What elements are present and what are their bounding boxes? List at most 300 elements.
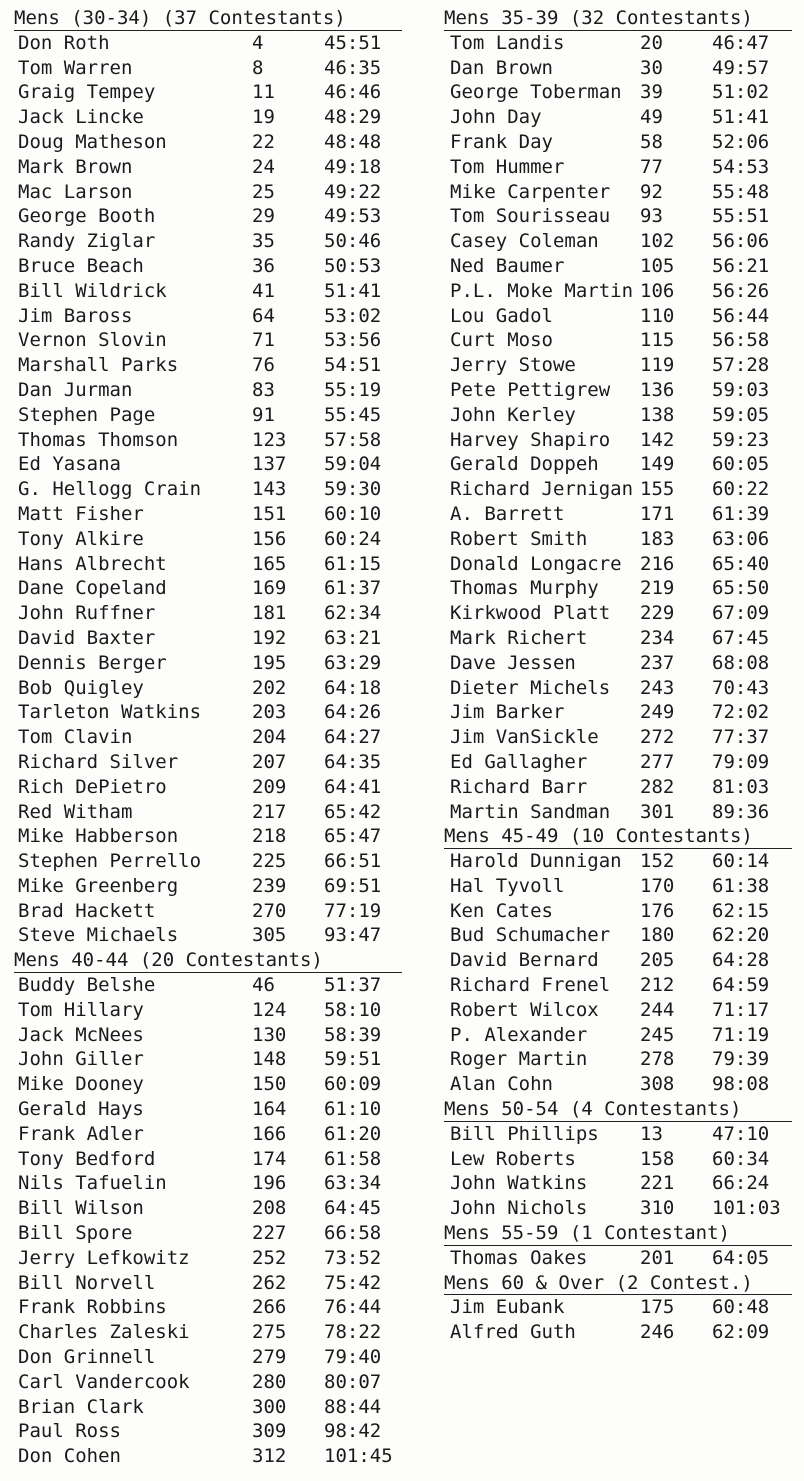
result-row	[444, 477, 792, 502]
finish-time: 98:42	[324, 1420, 382, 1443]
finish-time: 64:18	[324, 676, 382, 699]
result-row	[444, 56, 792, 81]
runner-name: Nils Tafuelin	[18, 1172, 167, 1195]
result-row	[14, 874, 402, 899]
result-row	[444, 1320, 792, 1345]
finish-time: 60:24	[324, 527, 382, 550]
result-row	[444, 1246, 792, 1271]
overall-place: 266	[252, 1296, 287, 1319]
runner-name: Alfred Guth	[450, 1321, 576, 1344]
result-row	[14, 328, 402, 353]
runner-name: David Baxter	[18, 626, 156, 649]
result-row	[14, 502, 402, 527]
result-row	[444, 849, 792, 874]
result-row	[14, 56, 402, 81]
overall-place: 239	[252, 874, 287, 897]
result-row	[444, 452, 792, 477]
result-row	[14, 1047, 402, 1072]
result-row	[444, 899, 792, 924]
runner-name: Richard Frenel	[450, 974, 611, 997]
runner-name: Jim Baross	[18, 304, 133, 327]
result-row	[14, 1444, 402, 1469]
overall-place: 13	[640, 1122, 663, 1145]
overall-place: 312	[252, 1445, 287, 1468]
finish-time: 49:18	[324, 155, 382, 178]
runner-name: Dan Brown	[450, 56, 553, 79]
result-row	[444, 1171, 792, 1196]
overall-place: 196	[252, 1172, 287, 1195]
runner-name: Ed Yasana	[18, 453, 121, 476]
overall-place: 36	[252, 254, 275, 277]
result-row	[14, 750, 402, 775]
runner-name: P.L. Moke Martin	[450, 279, 634, 302]
overall-place: 246	[640, 1321, 675, 1344]
result-row	[14, 1196, 402, 1221]
result-row	[14, 800, 402, 825]
overall-place: 152	[640, 850, 675, 873]
finish-time: 65:50	[712, 577, 770, 600]
result-row	[14, 204, 402, 229]
division-header: Mens 40-44 (20 Contestants)	[14, 948, 402, 973]
finish-time: 67:09	[712, 602, 770, 625]
runner-name: Mark Brown	[18, 155, 133, 178]
runner-name: Tony Alkire	[18, 527, 144, 550]
result-row	[444, 378, 792, 403]
finish-time: 56:21	[712, 254, 770, 277]
runner-name: Stephen Perrello	[18, 850, 202, 873]
finish-time: 64:35	[324, 750, 382, 773]
result-row	[14, 452, 402, 477]
overall-place: 11	[252, 81, 275, 104]
overall-place: 229	[640, 602, 675, 625]
result-row	[14, 180, 402, 205]
finish-time: 45:51	[324, 31, 382, 54]
result-row	[14, 700, 402, 725]
overall-place: 30	[640, 56, 663, 79]
overall-place: 8	[252, 56, 264, 79]
result-row	[444, 254, 792, 279]
result-row	[444, 948, 792, 973]
runner-name: David Bernard	[450, 949, 599, 972]
result-row	[14, 428, 402, 453]
result-row	[14, 1072, 402, 1097]
finish-time: 62:34	[324, 602, 382, 625]
overall-place: 245	[640, 1023, 675, 1046]
runner-name: Gerald Doppeh	[450, 453, 599, 476]
runner-name: Buddy Belshe	[18, 974, 156, 997]
runner-name: Brad Hackett	[18, 899, 156, 922]
result-row	[444, 1122, 792, 1147]
runner-name: Gerald Hays	[18, 1098, 144, 1121]
finish-time: 61:15	[324, 552, 382, 575]
finish-time: 64:45	[324, 1197, 382, 1220]
overall-place: 91	[252, 403, 275, 426]
result-row	[444, 1023, 792, 1048]
result-row	[444, 626, 792, 651]
finish-time: 49:53	[324, 205, 382, 228]
finish-time: 65:42	[324, 800, 382, 823]
finish-time: 79:09	[712, 750, 770, 773]
result-row	[444, 998, 792, 1023]
finish-time: 52:06	[712, 130, 770, 153]
result-row	[444, 328, 792, 353]
overall-place: 124	[252, 998, 287, 1021]
result-row	[14, 899, 402, 924]
result-row	[444, 651, 792, 676]
finish-time: 73:52	[324, 1246, 382, 1269]
finish-time: 67:45	[712, 626, 770, 649]
result-row	[444, 800, 792, 825]
result-row	[14, 973, 402, 998]
finish-time: 46:35	[324, 56, 382, 79]
overall-place: 202	[252, 676, 287, 699]
runner-name: Mac Larson	[18, 180, 133, 203]
finish-time: 60:22	[712, 478, 770, 501]
overall-place: 204	[252, 726, 287, 749]
finish-time: 46:47	[712, 31, 770, 54]
finish-time: 56:26	[712, 279, 770, 302]
overall-place: 35	[252, 230, 275, 253]
runner-name: Carl Vandercook	[18, 1370, 190, 1393]
overall-place: 225	[252, 850, 287, 873]
runner-name: Robert Smith	[450, 527, 588, 550]
runner-name: Mike Habberson	[18, 825, 179, 848]
runner-name: Bruce Beach	[18, 254, 144, 277]
overall-place: 123	[252, 428, 287, 451]
result-row	[14, 725, 402, 750]
overall-place: 308	[640, 1073, 675, 1096]
finish-time: 72:02	[712, 701, 770, 724]
runner-name: Dane Copeland	[18, 577, 167, 600]
runner-name: Bill Phillips	[450, 1122, 599, 1145]
runner-name: Doug Matheson	[18, 130, 167, 153]
result-row	[444, 1047, 792, 1072]
finish-time: 55:45	[324, 403, 382, 426]
finish-time: 46:46	[324, 81, 382, 104]
finish-time: 61:39	[712, 502, 770, 525]
result-row	[14, 1122, 402, 1147]
result-row	[444, 502, 792, 527]
division-header: Mens 60 & Over (2 Contest.)	[444, 1271, 792, 1296]
finish-time: 88:44	[324, 1395, 382, 1418]
runner-name: Bud Schumacher	[450, 924, 611, 947]
finish-time: 77:37	[712, 726, 770, 749]
finish-time: 61:10	[324, 1098, 382, 1121]
overall-place: 209	[252, 775, 287, 798]
overall-place: 119	[640, 354, 675, 377]
runner-name: Tom Hummer	[450, 155, 565, 178]
overall-place: 142	[640, 428, 675, 451]
finish-time: 48:29	[324, 106, 382, 129]
result-row	[14, 775, 402, 800]
finish-time: 56:44	[712, 304, 770, 327]
finish-time: 71:19	[712, 1023, 770, 1046]
finish-time: 60:09	[324, 1073, 382, 1096]
finish-time: 65:47	[324, 825, 382, 848]
runner-name: Jerry Lefkowitz	[18, 1246, 190, 1269]
finish-time: 71:17	[712, 998, 770, 1021]
runner-name: Casey Coleman	[450, 230, 599, 253]
result-row	[14, 1171, 402, 1196]
finish-time: 63:06	[712, 527, 770, 550]
finish-time: 101:45	[324, 1445, 393, 1468]
result-row	[444, 353, 792, 378]
runner-name: Roger Martin	[450, 1048, 588, 1071]
result-row	[14, 1419, 402, 1444]
result-row	[14, 130, 402, 155]
finish-time: 63:21	[324, 626, 382, 649]
overall-place: 282	[640, 775, 675, 798]
overall-place: 176	[640, 899, 675, 922]
overall-place: 77	[640, 155, 663, 178]
finish-time: 93:47	[324, 924, 382, 947]
overall-place: 20	[640, 31, 663, 54]
result-row	[14, 1147, 402, 1172]
overall-place: 272	[640, 726, 675, 749]
runner-name: Matt Fisher	[18, 502, 144, 525]
runner-name: Dieter Michels	[450, 676, 611, 699]
overall-place: 171	[640, 502, 675, 525]
overall-place: 243	[640, 676, 675, 699]
result-row	[14, 80, 402, 105]
finish-time: 47:10	[712, 1122, 770, 1145]
runner-name: Kirkwood Platt	[450, 602, 611, 625]
result-row	[14, 31, 402, 56]
result-row	[14, 676, 402, 701]
division-header: Mens 35-39 (32 Contestants)	[444, 6, 792, 31]
right-results-column	[444, 6, 792, 1345]
runner-name: P. Alexander	[450, 1023, 588, 1046]
overall-place: 138	[640, 403, 675, 426]
overall-place: 277	[640, 750, 675, 773]
overall-place: 166	[252, 1122, 287, 1145]
result-row	[444, 130, 792, 155]
runner-name: Don Cohen	[18, 1445, 121, 1468]
finish-time: 51:37	[324, 974, 382, 997]
runner-name: Bill Wildrick	[18, 279, 167, 302]
result-row	[444, 973, 792, 998]
finish-time: 64:26	[324, 701, 382, 724]
runner-name: John Watkins	[450, 1172, 588, 1195]
result-row	[14, 576, 402, 601]
runner-name: Robert Wilcox	[450, 998, 599, 1021]
finish-time: 49:57	[712, 56, 770, 79]
result-row	[444, 923, 792, 948]
runner-name: Brian Clark	[18, 1395, 144, 1418]
runner-name: Jerry Stowe	[450, 354, 576, 377]
result-row	[444, 105, 792, 130]
finish-time: 49:22	[324, 180, 382, 203]
overall-place: 83	[252, 378, 275, 401]
overall-place: 93	[640, 205, 663, 228]
overall-place: 227	[252, 1222, 287, 1245]
result-row	[14, 1295, 402, 1320]
overall-place: 130	[252, 1023, 287, 1046]
division-header: Mens (30-34) (37 Contestants)	[14, 6, 402, 31]
finish-time: 79:40	[324, 1346, 382, 1369]
overall-place: 149	[640, 453, 675, 476]
overall-place: 203	[252, 701, 287, 724]
result-row	[14, 1097, 402, 1122]
finish-time: 76:44	[324, 1296, 382, 1319]
overall-place: 49	[640, 106, 663, 129]
overall-place: 136	[640, 378, 675, 401]
runner-name: Randy Ziglar	[18, 230, 156, 253]
runner-name: Tarleton Watkins	[18, 701, 202, 724]
overall-place: 183	[640, 527, 675, 550]
result-row	[14, 229, 402, 254]
finish-time: 60:34	[712, 1147, 770, 1170]
overall-place: 262	[252, 1271, 287, 1294]
result-row	[14, 923, 402, 948]
runner-name: Mike Greenberg	[18, 874, 179, 897]
overall-place: 4	[252, 31, 264, 54]
finish-time: 51:02	[712, 81, 770, 104]
overall-place: 244	[640, 998, 675, 1021]
finish-time: 75:42	[324, 1271, 382, 1294]
finish-time: 60:10	[324, 502, 382, 525]
finish-time: 80:07	[324, 1370, 382, 1393]
result-row	[14, 477, 402, 502]
runner-name: Lew Roberts	[450, 1147, 576, 1170]
overall-place: 148	[252, 1048, 287, 1071]
overall-place: 195	[252, 651, 287, 674]
runner-name: Frank Adler	[18, 1122, 144, 1145]
overall-place: 205	[640, 949, 675, 972]
finish-time: 59:04	[324, 453, 382, 476]
overall-place: 219	[640, 577, 675, 600]
runner-name: Hans Albrecht	[18, 552, 167, 575]
finish-time: 64:27	[324, 726, 382, 749]
overall-place: 156	[252, 527, 287, 550]
runner-name: Tom Sourisseau	[450, 205, 611, 228]
division-header: Mens 55-59 (1 Contestant)	[444, 1221, 792, 1246]
overall-place: 102	[640, 230, 675, 253]
runner-name: Bill Spore	[18, 1222, 133, 1245]
finish-time: 101:03	[712, 1197, 781, 1220]
finish-time: 51:41	[324, 279, 382, 302]
overall-place: 151	[252, 502, 287, 525]
overall-place: 201	[640, 1246, 675, 1269]
runner-name: Graig Tempey	[18, 81, 156, 104]
runner-name: Richard Silver	[18, 750, 179, 773]
result-row	[14, 1345, 402, 1370]
finish-time: 98:08	[712, 1073, 770, 1096]
runner-name: A. Barrett	[450, 502, 565, 525]
runner-name: Jim VanSickle	[450, 726, 599, 749]
runner-name: Hal Tyvoll	[450, 874, 565, 897]
overall-place: 301	[640, 800, 675, 823]
result-row	[444, 1072, 792, 1097]
result-row	[14, 105, 402, 130]
finish-time: 48:48	[324, 130, 382, 153]
overall-place: 71	[252, 329, 275, 352]
overall-place: 39	[640, 81, 663, 104]
finish-time: 56:58	[712, 329, 770, 352]
overall-place: 300	[252, 1395, 287, 1418]
overall-place: 207	[252, 750, 287, 773]
runner-name: Bill Norvell	[18, 1271, 156, 1294]
runner-name: Thomas Murphy	[450, 577, 599, 600]
finish-time: 62:20	[712, 924, 770, 947]
runner-name: Vernon Slovin	[18, 329, 167, 352]
overall-place: 208	[252, 1197, 287, 1220]
finish-time: 55:19	[324, 378, 382, 401]
division-header: Mens 45-49 (10 Contestants)	[444, 824, 792, 849]
runner-name: Jim Eubank	[450, 1296, 565, 1319]
finish-time: 70:43	[712, 676, 770, 699]
runner-name: Don Roth	[18, 31, 110, 54]
finish-time: 89:36	[712, 800, 770, 823]
result-row	[14, 849, 402, 874]
runner-name: Mike Dooney	[18, 1073, 144, 1096]
finish-time: 61:38	[712, 874, 770, 897]
finish-time: 66:24	[712, 1172, 770, 1195]
overall-place: 41	[252, 279, 275, 302]
overall-place: 275	[252, 1321, 287, 1344]
result-row	[14, 1023, 402, 1048]
overall-place: 234	[640, 626, 675, 649]
runner-name: Paul Ross	[18, 1420, 121, 1443]
division-header: Mens 50-54 (4 Contestants)	[444, 1097, 792, 1122]
result-row	[14, 1320, 402, 1345]
overall-place: 237	[640, 651, 675, 674]
overall-place: 158	[640, 1147, 675, 1170]
runner-name: George Toberman	[450, 81, 622, 104]
result-row	[14, 304, 402, 329]
finish-time: 64:28	[712, 949, 770, 972]
overall-place: 252	[252, 1246, 287, 1269]
overall-place: 212	[640, 974, 675, 997]
finish-time: 55:48	[712, 180, 770, 203]
finish-time: 61:37	[324, 577, 382, 600]
runner-name: Dave Jessen	[450, 651, 576, 674]
result-row	[14, 155, 402, 180]
runner-name: Frank Day	[450, 130, 553, 153]
finish-time: 62:15	[712, 899, 770, 922]
finish-time: 69:51	[324, 874, 382, 897]
runner-name: Thomas Oakes	[450, 1246, 588, 1269]
runner-name: Jim Barker	[450, 701, 565, 724]
overall-place: 143	[252, 478, 287, 501]
finish-time: 59:51	[324, 1048, 382, 1071]
result-row	[444, 403, 792, 428]
result-row	[14, 1370, 402, 1395]
overall-place: 180	[640, 924, 675, 947]
finish-time: 53:02	[324, 304, 382, 327]
overall-place: 278	[640, 1048, 675, 1071]
finish-time: 81:03	[712, 775, 770, 798]
finish-time: 61:58	[324, 1147, 382, 1170]
runner-name: Red Witham	[18, 800, 133, 823]
finish-time: 62:09	[712, 1321, 770, 1344]
runner-name: Mike Carpenter	[450, 180, 611, 203]
finish-time: 60:05	[712, 453, 770, 476]
finish-time: 60:48	[712, 1296, 770, 1319]
finish-time: 58:10	[324, 998, 382, 1021]
runner-name: Stephen Page	[18, 403, 156, 426]
overall-place: 22	[252, 130, 275, 153]
finish-time: 79:39	[712, 1048, 770, 1071]
runner-name: Don Grinnell	[18, 1346, 156, 1369]
finish-time: 68:08	[712, 651, 770, 674]
result-row	[444, 229, 792, 254]
result-row	[444, 204, 792, 229]
overall-place: 310	[640, 1197, 675, 1220]
finish-time: 63:34	[324, 1172, 382, 1195]
overall-place: 309	[252, 1420, 287, 1443]
result-row	[444, 775, 792, 800]
